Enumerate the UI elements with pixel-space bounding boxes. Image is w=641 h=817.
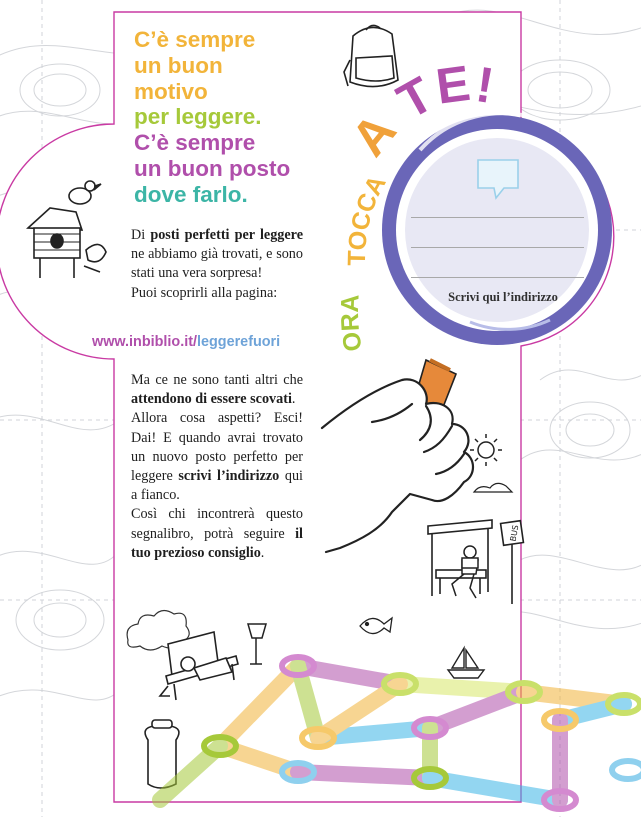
outro-text-2: .	[291, 391, 296, 408]
intro-highlight: posti perfetti per leggere	[150, 227, 304, 243]
outro-text-5: Così chi incontrerà questo segnalibro, potrà seguire	[131, 506, 303, 542]
outro-text-3: Allora cosa aspetti? Esci! Dai! E quando avrai trovato un nuovo posto perfetto per leggere	[131, 410, 303, 485]
outro-highlight-1: attendono di essere scovati	[131, 391, 292, 408]
callout-word-tocca: TOCCA	[342, 170, 392, 267]
svg-text:A TE!	[340, 55, 499, 167]
intro-text-suffix: ne abbiamo già trovati, e sono stati una vera sorpresa!	[131, 246, 303, 282]
address-line-1[interactable]	[411, 217, 584, 218]
svg-text:TOCCA	[343, 171, 392, 266]
outro-highlight-2: scrivi l’indirizzo	[178, 468, 280, 485]
intro-paragraph	[131, 226, 303, 303]
link-domain: www.inbiblio.it/	[92, 334, 197, 350]
outro-text-1: Ma ce ne sono tanti altri che	[131, 372, 303, 388]
intro-text-page: Puoi scoprirli alla pagina:	[131, 284, 278, 301]
headline	[134, 27, 314, 208]
headline-line-3: motivo	[134, 78, 208, 104]
headline-line-5: C’è sempre	[134, 130, 256, 156]
outro-paragraph	[131, 371, 303, 563]
headline-line-7: dove farlo.	[134, 181, 248, 207]
callout-word-a: A	[340, 102, 407, 167]
headline-line-2: un buon	[134, 52, 223, 78]
outro-highlight-3: il tuo prezioso consiglio	[131, 525, 303, 561]
bus-sign-text: BUS	[508, 524, 521, 543]
link-path: leggerefuori	[197, 334, 281, 350]
outro-text-6: .	[260, 544, 265, 561]
address-line-3[interactable]	[411, 277, 584, 278]
callout-word-ora: ORA	[335, 293, 368, 354]
svg-text:ORA	[336, 294, 368, 353]
headline-line-1: C’è sempre	[134, 27, 256, 52]
intro-text-prefix: Di	[131, 227, 151, 243]
magnifier-caption: Scrivi qui l’indirizzo	[448, 290, 558, 304]
website-link[interactable]	[92, 334, 280, 350]
outro-text-4: qui a fianco.	[131, 468, 303, 504]
callout-word-te: TE!	[388, 54, 500, 130]
address-line-2[interactable]	[411, 247, 584, 248]
headline-line-4: per leggere.	[134, 104, 262, 130]
headline-line-6: un buon posto	[134, 155, 291, 181]
